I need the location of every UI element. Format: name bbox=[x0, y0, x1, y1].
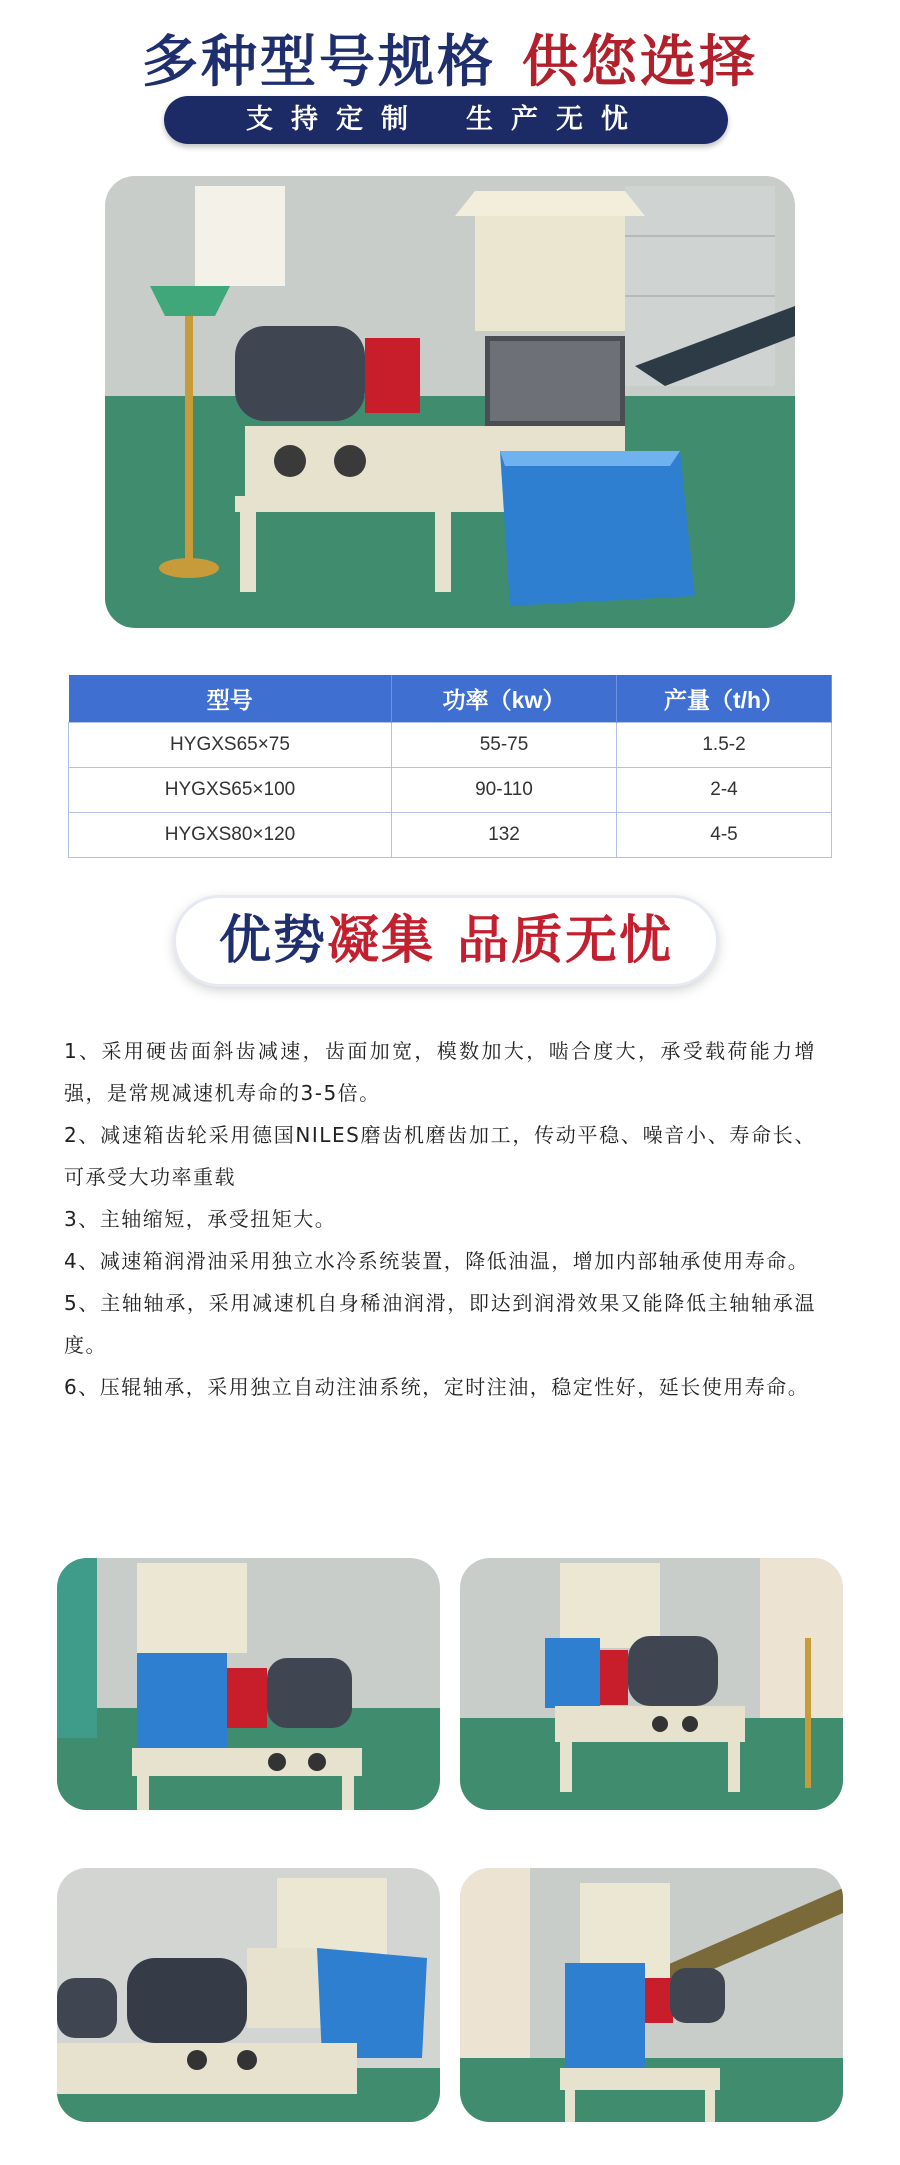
gallery-photo-3 bbox=[57, 1868, 440, 2122]
feature-item: 2、减速箱齿轮采用德国NILES磨齿机磨齿加工，传动平稳、噪音小、寿命长、可承受大功率重载 bbox=[64, 1123, 816, 1189]
cell-model: HYGXS65×75 bbox=[69, 723, 392, 768]
subtitle-banner bbox=[164, 96, 728, 144]
cell-output: 4-5 bbox=[617, 813, 832, 858]
advantages-title-badge bbox=[176, 898, 716, 984]
feature-item: 3、主轴缩短，承受扭矩大。 bbox=[64, 1207, 337, 1231]
cell-power: 90-110 bbox=[392, 768, 617, 813]
feature-item: 5、主轴轴承，采用减速机自身稀油润滑，即达到润滑效果又能降低主轴轴承温度。 bbox=[64, 1291, 816, 1357]
subtitle-right: 生产无忧 bbox=[466, 104, 646, 135]
features-list bbox=[64, 1030, 816, 1408]
gallery-photo-4 bbox=[460, 1868, 843, 2122]
title-part-2: 供您选择 bbox=[522, 30, 758, 95]
feature-item: 6、压辊轴承，采用独立自动注油系统，定时注油，稳定性好，延长使用寿命。 bbox=[64, 1375, 810, 1399]
cell-model: HYGXS65×100 bbox=[69, 768, 392, 813]
table-header-row bbox=[69, 675, 832, 723]
table-row bbox=[69, 723, 832, 768]
cell-output: 2-4 bbox=[617, 768, 832, 813]
cell-power: 132 bbox=[392, 813, 617, 858]
title-part-1: 多种型号规格 bbox=[142, 30, 496, 95]
gallery-photo-2 bbox=[460, 1558, 843, 1810]
cell-power: 55-75 bbox=[392, 723, 617, 768]
advantages-title-part-1: 优势 bbox=[218, 911, 327, 971]
table-row bbox=[69, 768, 832, 813]
spec-table bbox=[68, 675, 832, 858]
gallery-photo-1 bbox=[57, 1558, 440, 1810]
feature-item: 1、采用硬齿面斜齿减速，齿面加宽，模数加大，啮合度大，承受载荷能力增强，是常规减速机寿命的3-5倍。 bbox=[64, 1039, 816, 1105]
advantages-title-part-2: 凝集 bbox=[326, 911, 435, 971]
subtitle-left: 支持定制 bbox=[246, 104, 426, 135]
page-title bbox=[0, 18, 900, 98]
column-header-output: 产量（t/h） bbox=[617, 675, 832, 723]
hero-machine-photo bbox=[105, 176, 795, 628]
table-row bbox=[69, 813, 832, 858]
advantages-title-part-3: 品质无忧 bbox=[457, 911, 674, 971]
column-header-power: 功率（kw） bbox=[392, 675, 617, 723]
cell-model: HYGXS80×120 bbox=[69, 813, 392, 858]
feature-item: 4、减速箱润滑油采用独立水冷系统装置，降低油温，增加内部轴承使用寿命。 bbox=[64, 1249, 810, 1273]
column-header-model: 型号 bbox=[69, 675, 392, 723]
cell-output: 1.5-2 bbox=[617, 723, 832, 768]
